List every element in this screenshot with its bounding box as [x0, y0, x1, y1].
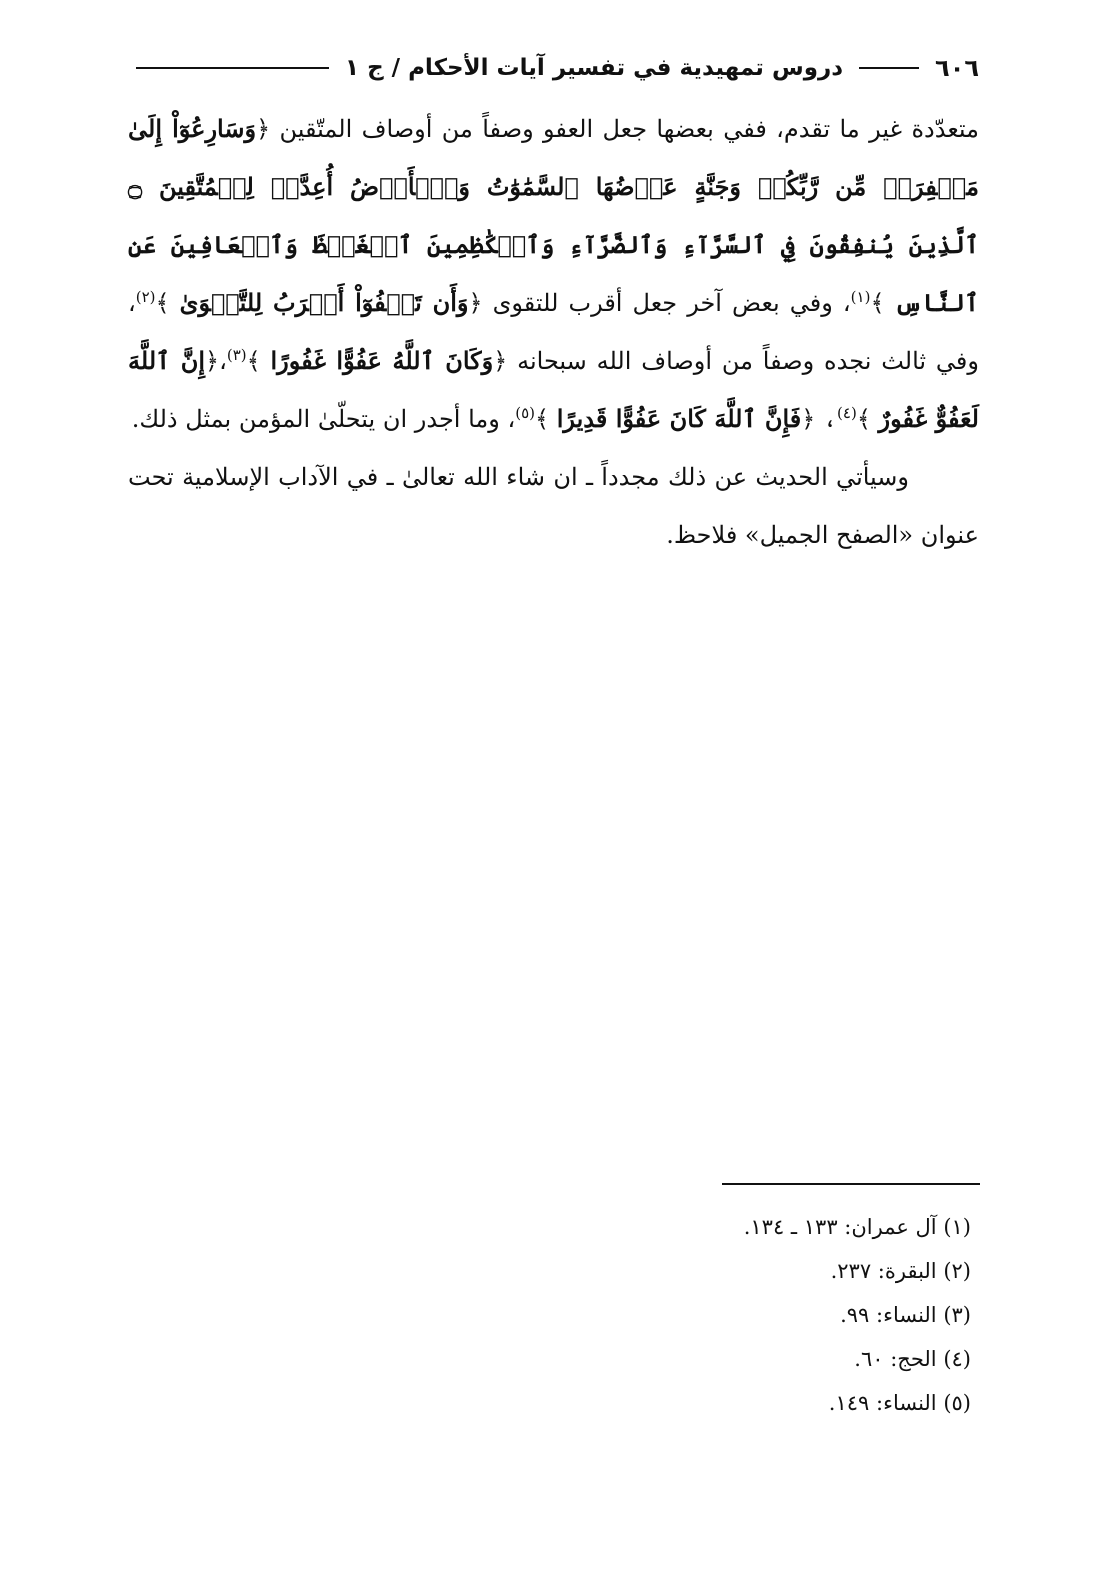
verse-close-bracket: ﴾ [870, 289, 885, 317]
footnote-ref-2: (٢) [135, 288, 156, 306]
book-title: دروس تمهيدية في تفسير آيات الأحكام / ج ١ [345, 55, 844, 81]
verse-close-bracket: ﴾ [856, 405, 871, 433]
footnote: (٥) النساء: ١٤٩. [828, 1391, 971, 1415]
text-run: ، [219, 347, 227, 375]
text-run: ، وفي بعض آخر جعل أقرب للتقوى [492, 289, 851, 317]
header-rule-short [859, 67, 919, 69]
verse-close-bracket: ﴾ [155, 289, 170, 317]
footnote-ref-3: (٣) [226, 346, 247, 364]
header-rule-long [136, 67, 329, 69]
footnote-ref-5: (٥) [515, 404, 535, 422]
verse-open-bracket: ﴿ [205, 347, 220, 375]
footnote: (٢) البقرة: ٢٣٧. [830, 1259, 971, 1283]
text-run: متعدّدة غير ما تقدم، ففي بعضها جعل العفو وصفاً من أوصاف المتّقين [279, 115, 979, 143]
verse-open-bracket: ﴿ [256, 115, 271, 143]
page-number: ٦٠٦ [935, 54, 979, 82]
verse-open-bracket: ﴿ [801, 405, 816, 433]
quran-verse-5: فَإِنَّ ٱللَّهَ كَانَ عَفُوًّا قَدِيرًا [556, 404, 802, 433]
main-text [128, 100, 979, 564]
text-run: ، [822, 405, 838, 433]
quran-verse-3: وَكَانَ ٱللَّهُ عَفُوًّا غَفُورًا [270, 346, 494, 375]
footnote: (٤) الحج: ٦٠. [854, 1347, 971, 1371]
footnote: (١) آل عمران: ١٣٣ ـ ١٣٤. [743, 1215, 971, 1239]
paragraph-2: وسيأتي الحديث عن ذلك مجدداً ـ ان شاء الله تعالىٰ ـ في الآداب الإسلامية تحت عنوان «الصفح الجميل» فلاحظ. [128, 463, 979, 549]
footnote-ref-4: (٤) [837, 404, 857, 422]
verse-open-bracket: ﴿ [493, 347, 508, 375]
running-header [120, 48, 979, 88]
quran-verse-2: وَأَن تَعۡفُوٓاْ أَقۡرَبُ لِلتَّقۡوَىٰ [179, 288, 469, 317]
quran-verse-4: إِنَّ ٱللَّهَ لَعَفُوٌّ غَفُورٌ [128, 346, 979, 433]
footnotes-list [471, 1205, 971, 1425]
text-run: ، وما أجدر ان يتحلّىٰ المؤمن بمثل ذلك. [131, 405, 516, 433]
verse-open-bracket: ﴿ [468, 289, 483, 317]
paragraph-1 [128, 100, 979, 448]
text-run: ، وفي ثالث نجده وصفاً من أوصاف الله سبحانه [128, 289, 979, 375]
quran-verse-1: وَسَارِعُوٓاْ إِلَىٰ مَغۡفِرَةٖ مِّن رَّبِّكُمۡ وَجَنَّةٍ عَرۡضُهَا ٱلسَّمَٰوَٰتُ وَٱلۡأَرۡضُ أُعِدَّتۡ لِلۡمُتَّقِينَ ۝ ٱلَّذِينَ يُنفِقُونَ فِي ٱلسَّرَّآءِ وَٱلضَّرَّآءِ وَٱلۡكَٰظِمِينَ ٱلۡغَيۡظَ وَٱلۡعَافِينَ عَنِ ٱلنَّاسِ [128, 114, 979, 317]
footnote: (٣) النساء: ٩٩. [840, 1303, 971, 1327]
verse-close-bracket: ﴾ [246, 347, 261, 375]
footnote-separator [722, 1183, 980, 1185]
verse-close-bracket: ﴾ [535, 405, 550, 433]
footnote-ref-1: (١) [850, 288, 871, 306]
